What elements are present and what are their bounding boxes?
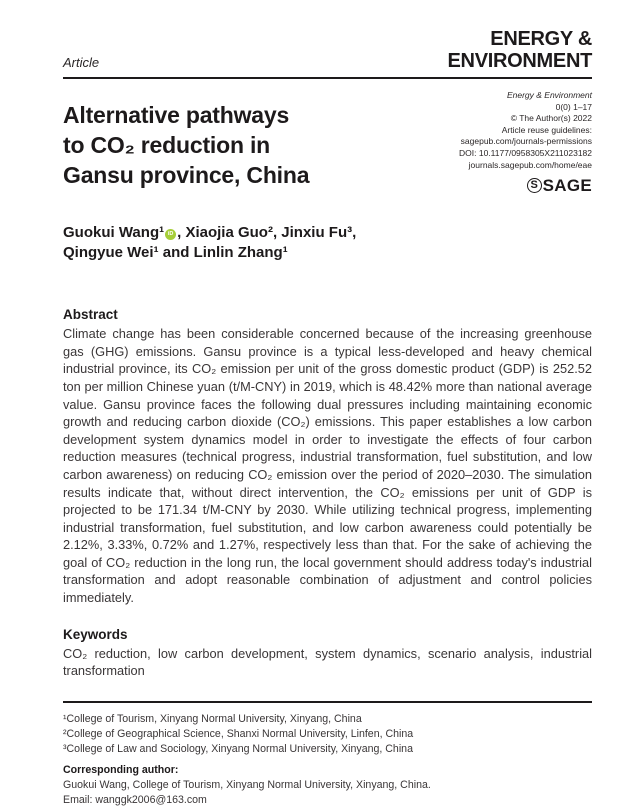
author-names-2-3: , Xiaojia Guo², Jinxiu Fu³, [177, 224, 357, 242]
page-title [63, 90, 373, 193]
meta-issue-pages: 0(0) 1–17 [555, 101, 592, 112]
title-line2: to CO₂ reduction in [63, 132, 271, 158]
sage-logo [459, 175, 592, 195]
journal-masthead-line1: ENERGY & [490, 28, 592, 50]
footnotes-block [63, 701, 592, 808]
title-line3: Gansu province, China [63, 162, 310, 188]
meta-reuse-guidelines: Article reuse guidelines: [501, 124, 592, 135]
keywords-section [63, 627, 592, 680]
page-content [63, 0, 592, 680]
abstract-text: Climate change has been considerable concerned because of the increasing greenhouse gas (GHG) emissions. Gansu province is a typical less-developed and heavy chemical industrial province, its CO₂ emission per unit of the gross domestic product (GDP) is 252.52 ton per million Chinese yuan (t/M-CNY) in 2019, which is 48.42% more than national average value. Gansu province faces the following dual pressures including maintaining economic growth and reducing carbon dioxide (CO₂) emissions. This paper establishes a low carbon development system dynamics model in order to investigate the effects of four carbon reduction measures (technical progress, industrial transformation, fuel substitution, and low carbon awareness) on reducing CO₂ emission over the period of 2020–2030. The simulation results indicate that, without direct intervention, the CO₂ emissions per unit of GDP is projected to be 171.34 t/M-CNY by 2030. While utilizing technical progress, implementing industrial transformation, fuel substitution, and low carbon awareness could potentially be 2.12%, 3.33%, 0.72% and 1.27%, respectively less than that. For the sake of achieving the goal of CO₂ reduction in the long run, the local government should address today's industrial transformation and adopt reasonable combination of adjustment and control policies immediately. [63, 326, 592, 606]
journal-masthead [448, 28, 592, 72]
author-line-2: Qingyue Wei¹ and Linlin Zhang¹ [63, 243, 288, 261]
title-line1: Alternative pathways [63, 102, 290, 128]
journal-masthead-line2: ENVIRONMENT [447, 50, 592, 72]
meta-doi-link[interactable]: DOI: 10.1177/0958305X211023182 [459, 147, 592, 158]
author-line-1 [63, 223, 592, 243]
meta-journal-homepage-link[interactable]: journals.sagepub.com/home/eae [468, 159, 592, 170]
meta-permissions-link[interactable]: sagepub.com/journals-permissions [460, 136, 592, 147]
affiliation-2: ²College of Geographical Science, Shanxi Normal University, Linfen, China [63, 728, 414, 741]
page-header [63, 0, 592, 72]
corresponding-author-heading: Corresponding author: [63, 763, 179, 776]
sage-logo-text: SAGE [542, 175, 592, 195]
article-type-label: Article [63, 55, 100, 70]
keywords-heading: Keywords [63, 626, 128, 642]
affiliation-1: ¹College of Tourism, Xinyang Normal University, Xinyang, China [63, 713, 362, 725]
title-meta-row [63, 90, 592, 193]
corresponding-author-email[interactable]: Email: wanggk2006@163.com [63, 794, 207, 807]
journal-metadata [459, 90, 592, 193]
abstract-heading: Abstract [63, 307, 118, 323]
orcid-icon[interactable]: iD [165, 229, 176, 240]
corresponding-author-line: Guokui Wang, College of Tourism, Xinyang Normal University, Xinyang, China. [63, 778, 431, 791]
meta-copyright: © The Author(s) 2022 [510, 113, 592, 124]
author-list [63, 223, 592, 262]
author-name-1: Guokui Wang¹ [63, 224, 165, 242]
affiliation-3: ³College of Law and Sociology, Xinyang Normal University, Xinyang, China [63, 743, 413, 756]
header-divider [63, 77, 592, 79]
sage-s-icon: S [527, 178, 542, 193]
meta-journal-name: Energy & Environment [506, 90, 592, 100]
abstract-section [63, 307, 592, 607]
keywords-text: CO₂ reduction, low carbon development, system dynamics, scenario analysis, industrial transformation [63, 645, 592, 679]
